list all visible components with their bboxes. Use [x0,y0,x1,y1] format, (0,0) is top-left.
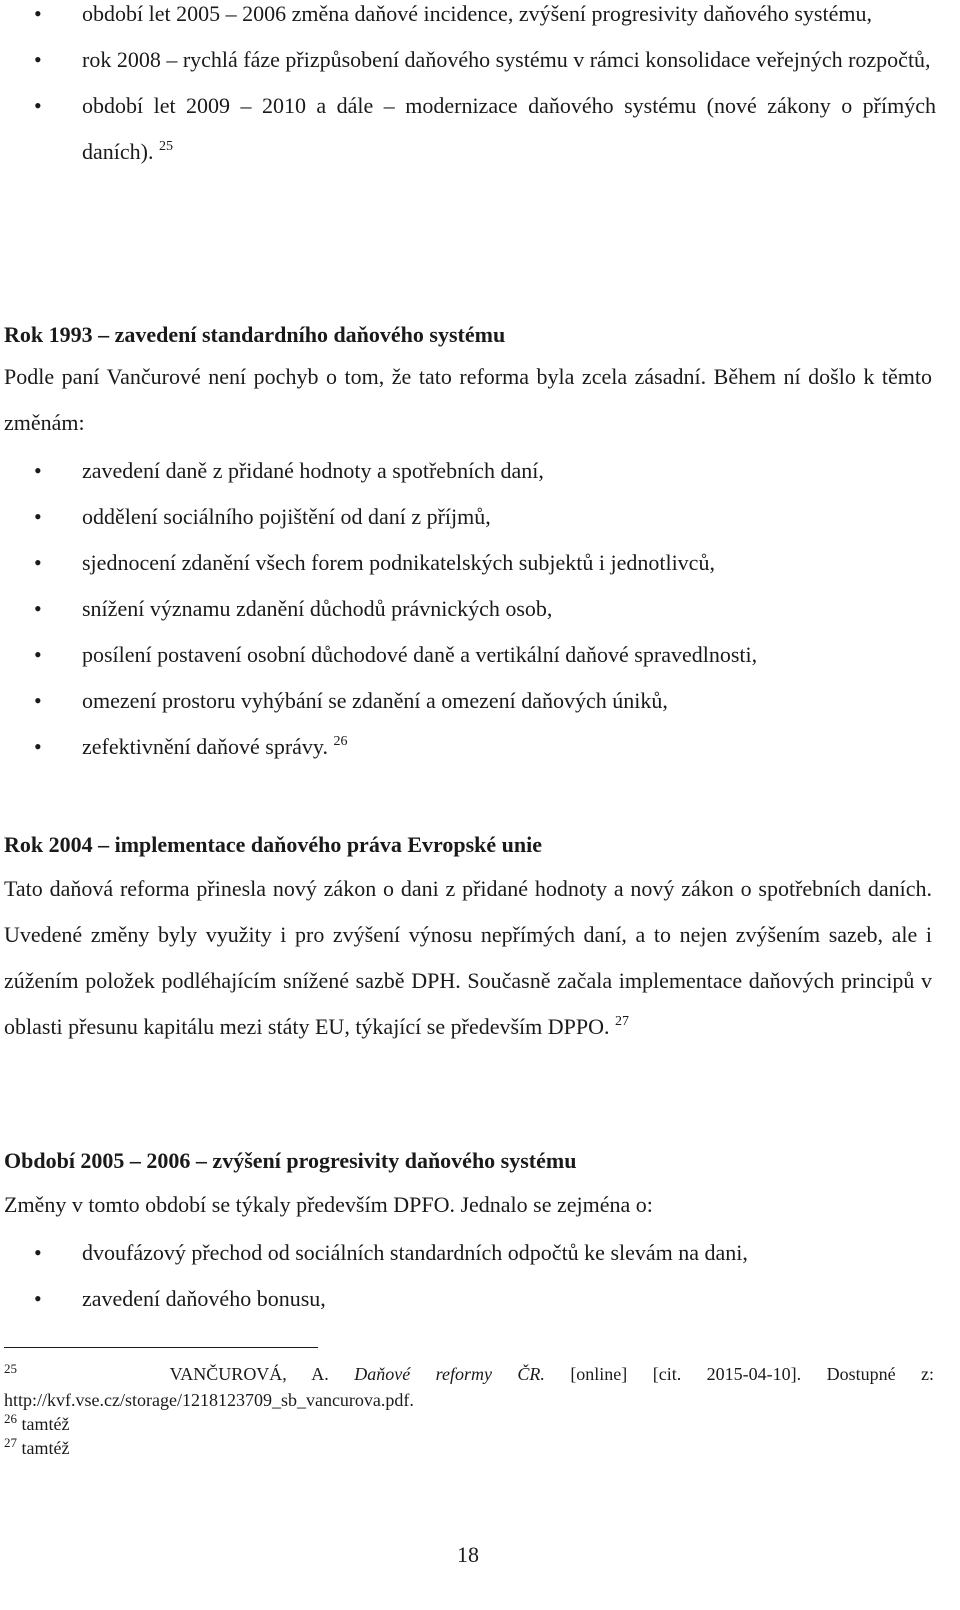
bullet-icon: • [34,596,42,621]
footnote-title: Daňové reformy ČR. [354,1364,545,1384]
bullet-icon: • [34,642,42,667]
list-item-text: zavedení daňového bonusu, [82,1286,326,1311]
list-item [0,678,960,724]
list-item [0,37,960,83]
list-item-text: posílení postavení osobní důchodové daně a vertikální daňové spravedlnosti, [82,642,758,667]
list-item [0,724,960,770]
list-item [0,586,960,632]
list-item-text: dvoufázový přechod od sociálních standardních odpočtů ke slevám na dani, [82,1240,748,1265]
footnote-ref[interactable]: 25 [158,139,173,154]
list-item [0,632,960,678]
footnote-25-url[interactable]: http://kvf.vse.cz/storage/1218123709_sb_vancurova.pdf. [4,1390,414,1410]
list-item-text: rok 2008 – rychlá fáze přizpůsobení daňového systému v rámci konsolidace veřejných rozpočtů, [82,47,931,72]
footnote-cited: [cit. 2015-04-10]. [652,1364,802,1384]
list-item [0,0,960,37]
changes-list-1993 [0,448,960,770]
list-item-text: sjednocení zdanění všech forem podnikatelských subjektů i jednotlivců, [82,550,715,575]
list-item [0,1276,960,1322]
bullet-icon: • [34,47,42,72]
bullet-icon: • [34,1240,42,1265]
page-number: 18 [457,1542,479,1567]
footnote-ref[interactable]: 26 [333,734,348,749]
changes-list-2005 [0,1230,960,1322]
footnote-26 [4,1412,934,1436]
footnote-available: Dostupné z: [826,1364,934,1384]
bullet-icon: • [34,93,42,118]
section-paragraph-1993: Podle paní Vančurové není pochyb o tom, že tato reforma byla zcela zásadní. Během ní došlo k těmto změnám: [4,364,932,435]
list-item-text: zavedení daně z přidané hodnoty a spotřebních daní, [82,458,544,483]
list-item-text: zefektivnění daňové správy. [82,734,328,759]
footnote-number: 26 [4,1411,17,1426]
section-paragraph-2005: Změny v tomto období se týkaly především DPFO. Jednalo se zejména o: [4,1192,653,1217]
list-item [0,448,960,494]
footnote-25 [4,1362,934,1386]
list-item-text: období let 2009 – 2010 a dále – modernizace daňového systému (nové zákony o přímých daních). [82,93,936,164]
section-heading-2005: Období 2005 – 2006 – zvýšení progresivity daňového systému [4,1148,577,1173]
bullet-icon: • [34,458,42,483]
bullet-icon: • [34,688,42,713]
footnote-ref[interactable]: 27 [615,1014,630,1029]
bullet-icon: • [34,1286,42,1311]
period-list [0,0,960,175]
section-heading-1993: Rok 1993 – zavedení standardního daňového systému [4,322,506,347]
section-paragraph-2004 [4,866,932,1050]
bullet-icon: • [34,504,42,529]
bullet-icon: • [34,1,42,26]
footnote-separator [4,1347,318,1348]
list-item-text: snížení významu zdanění důchodů právnických osob, [82,596,553,621]
list-item [0,494,960,540]
section-heading-2004: Rok 2004 – implementace daňového práva Evropské unie [4,832,543,857]
list-item [0,83,960,175]
footnote-author: VANČUROVÁ, A. [169,1364,329,1384]
bullet-icon: • [34,550,42,575]
paragraph-text: Tato daňová reforma přinesla nový zákon o dani z přidané hodnoty a nový zákon o spotřebních daních. Uvedené změny byly využity i pro zvýšení výnosu nepřímých daní, a to nejen zvýšením sazeb, ale i zúžením položek podléhajícím snížené sazbě DPH. Současně začala implementace daňových principů v oblasti přesunu kapitálu mezi státy EU, týkající se především DPPO. [4,876,932,1039]
bullet-icon: • [34,734,42,759]
list-item [0,1230,960,1276]
list-item-text: omezení prostoru vyhýbání se zdanění a omezení daňových úniků, [82,688,668,713]
footnote-medium: [online] [570,1364,628,1384]
footnote-text: tamtéž [21,1438,70,1458]
footnote-number: 25 [4,1361,17,1376]
footnote-27 [4,1436,934,1460]
footnote-number: 27 [4,1435,17,1450]
list-item-text: období let 2005 – 2006 změna daňové incidence, zvýšení progresivity daňového systému, [82,1,872,26]
list-item [0,540,960,586]
footnote-text: tamtéž [21,1414,70,1434]
list-item-text: oddělení sociálního pojištění od daní z příjmů, [82,504,491,529]
